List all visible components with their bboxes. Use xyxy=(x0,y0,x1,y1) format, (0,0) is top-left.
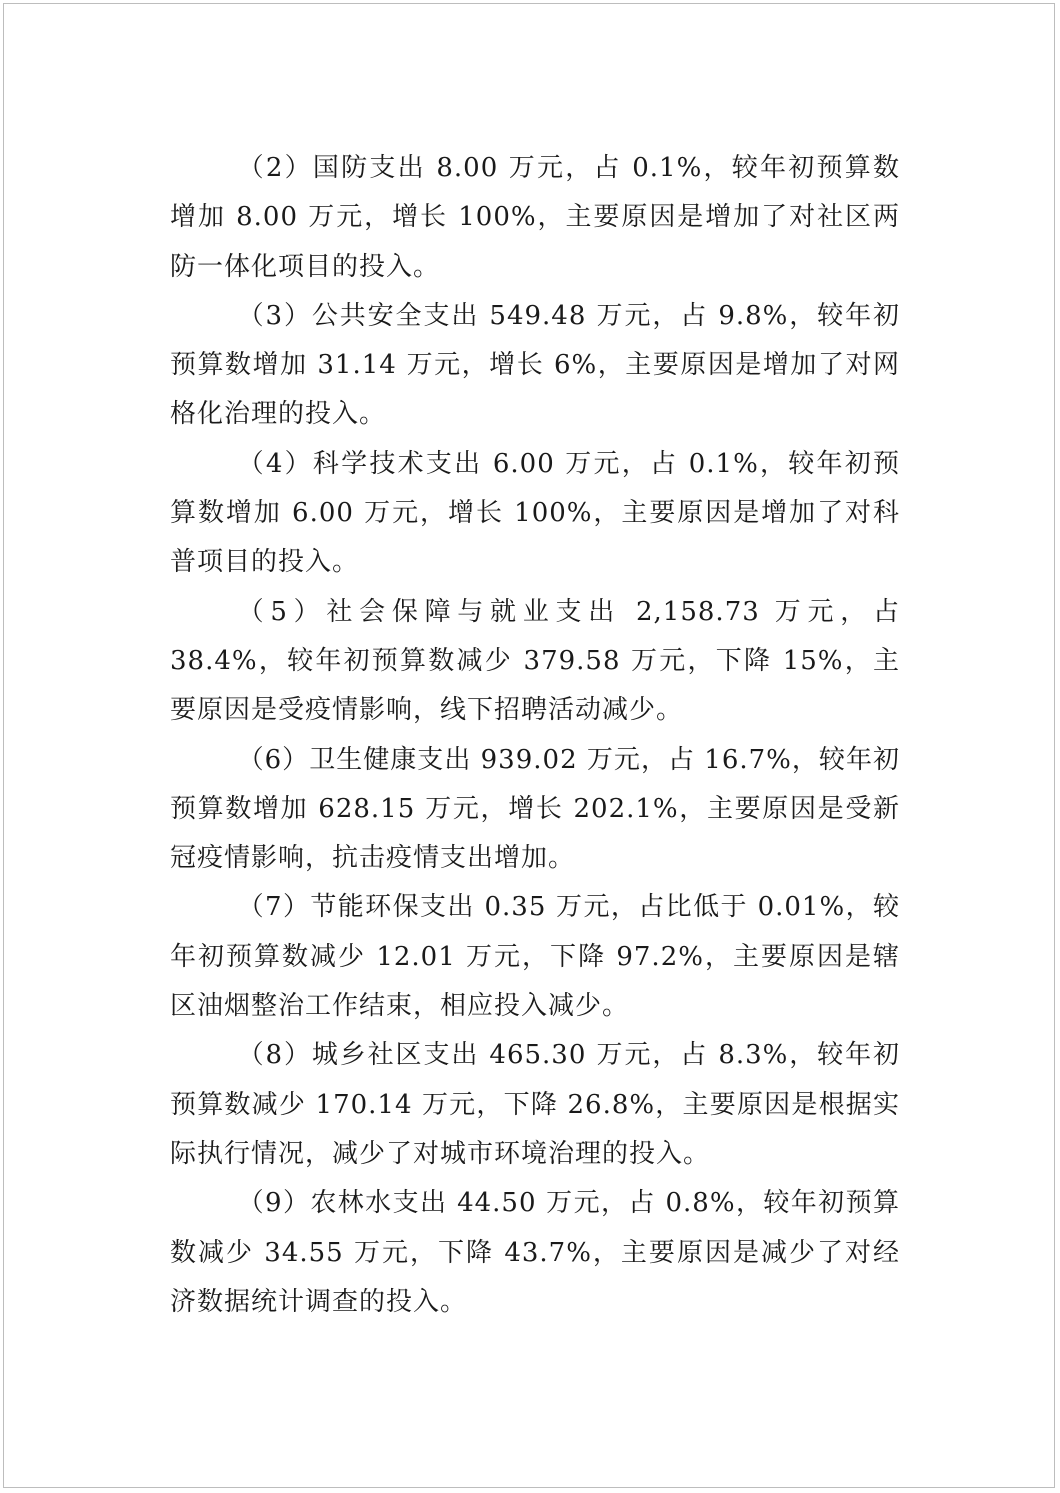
document-page xyxy=(3,3,1055,1488)
document-body xyxy=(170,144,900,1327)
paragraph-social-security: （5）社会保障与就业支出 2,158.73 万元，占 38.4%，较年初预算数减少 379.58 万元，下降 15%，主要原因是受疫情影响，线下招聘活动减少。 xyxy=(170,596,900,726)
paragraph-national-defense: （2）国防支出 8.00 万元，占 0.1%，较年初预算数增加 8.00 万元，增长 100%，主要原因是增加了对社区两防一体化项目的投入。 xyxy=(170,153,900,282)
paragraph-agriculture-forestry-water: （9）农林水支出 44.50 万元，占 0.8%，较年初预算数减少 34.55 万元，下降 43.7%，主要原因是减少了对经济数据统计调查的投入。 xyxy=(170,1188,900,1317)
paragraph-public-security: （3）公共安全支出 549.48 万元，占 9.8%，较年初预算数增加 31.14 万元，增长 6%，主要原因是增加了对网格化治理的投入。 xyxy=(170,300,900,430)
paragraph-health: （6）卫生健康支出 939.02 万元，占 16.7%，较年初预算数增加 628.15 万元，增长 202.1%，主要原因是受新冠疫情影响，抗击疫情支出增加。 xyxy=(170,744,900,874)
paragraph-urban-rural-community: （8）城乡社区支出 465.30 万元，占 8.3%，较年初预算数减少 170.14 万元，下降 26.8%，主要原因是根据实际执行情况，减少了对城市环境治理的投入。 xyxy=(170,1040,900,1169)
paragraph-science-technology: （4）科学技术支出 6.00 万元，占 0.1%，较年初预算数增加 6.00 万元，增长 100%，主要原因是增加了对科普项目的投入。 xyxy=(170,448,900,578)
paragraph-energy-environment: （7）节能环保支出 0.35 万元，占比低于 0.01%，较年初预算数减少 12.01 万元，下降 97.2%，主要原因是辖区油烟整治工作结束，相应投入减少。 xyxy=(170,892,900,1022)
